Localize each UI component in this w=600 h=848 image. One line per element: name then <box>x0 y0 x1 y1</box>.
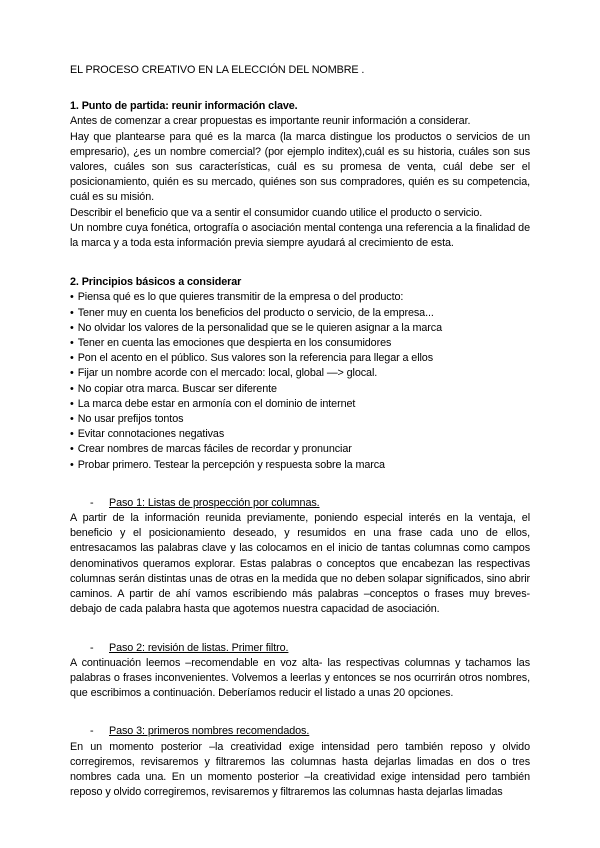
step-2-heading-row <box>70 641 530 656</box>
bullet-marker: • <box>70 413 74 426</box>
step-dash: - <box>90 496 94 509</box>
bullet-item <box>70 397 530 412</box>
bullet-marker: • <box>70 306 74 319</box>
bullet-marker: • <box>70 382 74 395</box>
section-1-paragraph-4: Un nombre cuya fonética, ortografía o asociación mental contenga una referencia a la finalidad de la marca y a toda esta información previa siempre ayudará al crecimiento de esta. <box>70 221 530 250</box>
bullet-text: La marca debe estar en armonía con el dominio de internet <box>77 397 356 410</box>
step-3-body: En un momento posterior –la creatividad exige intensidad pero también reposo y olvido corregiremos, revisaremos y filtraremos las columnas hasta dejarlas limadas en dos o tres nombres cada una. En un momento posterior –la creatividad exige intensidad pero también reposo y olvido corregiremos, revisaremos y filtraremos las columnas hasta dejarlas limadas <box>70 740 530 799</box>
step-1-body: A partir de la información reunida previamente, poniendo especial interés en la ventaja, el beneficio y el posicionamiento deseado, y resumidos en una frase cada uno de ellos, entresacamos las palabras clave y las colocamos en el inicio de tantas columnas como campos denominativos queramos explorar. Estas palabras o conceptos que encabezan las respectivas columnas serán distintas unas de otras en la medida que no deben solapar significados, sino abrir caminos. A partir de ahí vamos escribiendo más palabras –conceptos o frases muy breves- debajo de cada palabra hasta que agotemos nuestra capacidad de asociación. <box>70 512 530 616</box>
step-dash: - <box>90 725 94 738</box>
bullet-text: Crear nombres de marcas fáciles de recordar y pronunciar <box>77 443 352 456</box>
document-title: EL PROCESO CREATIVO EN LA ELECCIÓN DEL NOMBRE . <box>70 64 365 76</box>
bullet-marker: • <box>70 367 74 380</box>
bullet-text: No usar prefijos tontos <box>77 413 184 426</box>
bullet-item <box>70 366 530 381</box>
bullet-item <box>70 321 530 336</box>
bullet-text: Evitar connotaciones negativas <box>77 428 225 441</box>
bullet-item <box>70 382 530 397</box>
step-1-heading-row <box>70 496 530 511</box>
section-1-paragraph-1: Antes de comenzar a crear propuestas es importante reunir información a considerar. <box>70 115 471 128</box>
bullet-text: No copiar otra marca. Buscar ser diferente <box>77 382 277 395</box>
bullet-item <box>70 458 530 473</box>
section-1-paragraph-3: Describir el beneficio que va a sentir el consumidor cuando utilice el producto o servicio. <box>70 206 483 219</box>
bullet-text: Piensa qué es lo que quieres transmitir de la empresa o del producto: <box>77 291 404 304</box>
step-3-heading-row <box>70 724 530 739</box>
bullet-marker: • <box>70 428 74 441</box>
bullet-item <box>70 351 530 366</box>
bullet-item <box>70 290 530 305</box>
step-1 <box>70 496 530 618</box>
step-1-title: Paso 1: Listas de prospección por columnas. <box>109 496 320 509</box>
step-dash: - <box>90 641 94 654</box>
bullet-item <box>70 306 530 321</box>
step-3 <box>70 724 530 800</box>
section-1-paragraph-2: Hay que plantearse para qué es la marca (la marca distingue los productos o servicios de un empresario), ¿es un nombre comercial? (por ejemplo inditex),cuál es su historia, cuáles son sus valores, cuáles son sus características, cuál es su promesa de venta, cuál debe ser el posicionamiento, quién es su mercado, quiénes son sus compradores, quién es su competencia, cuál es su misión. <box>70 130 530 204</box>
section-1-heading: 1. Punto de partida: reunir información clave. <box>70 100 298 113</box>
bullet-item <box>70 412 530 427</box>
bullet-item <box>70 442 530 457</box>
bullet-marker: • <box>70 443 74 456</box>
step-2-title: Paso 2: revisión de listas. Primer filtro. <box>109 641 289 654</box>
bullet-item <box>70 427 530 442</box>
bullet-marker: • <box>70 352 74 365</box>
bullet-text: Pon el acento en el público. Sus valores son la referencia para llegar a ellos <box>77 352 434 365</box>
section-2-heading: 2. Principios básicos a considerar <box>70 276 242 289</box>
bullet-text: Tener en cuenta las emociones que despierta en los consumidores <box>77 337 392 350</box>
bullet-text: No olvidar los valores de la personalidad que se le quieren asignar a la marca <box>77 321 442 334</box>
bullet-marker: • <box>70 397 74 410</box>
bullet-text: Fijar un nombre acorde con el mercado: local, global —> glocal. <box>77 367 378 380</box>
bullet-item <box>70 336 530 351</box>
bullet-marker: • <box>70 291 74 304</box>
bullet-text: Probar primero. Testear la percepción y respuesta sobre la marca <box>77 458 385 471</box>
step-2 <box>70 641 530 702</box>
bullet-marker: • <box>70 321 74 334</box>
step-2-body: A continuación leemos –recomendable en voz alta- las respectivas columnas y tachamos las palabras o frases inconvenientes. Volvemos a leerlas y entonces se nos ocurrirán otros nombres, que escribimos a continuación. Deberíamos reducir el listado a unas 20 opciones. <box>70 656 530 700</box>
bullet-text: Tener muy en cuenta los beneficios del producto o servicio, de la empresa... <box>77 306 434 319</box>
principles-bullet-list <box>70 290 530 472</box>
bullet-marker: • <box>70 337 74 350</box>
step-3-title: Paso 3: primeros nombres recomendados. <box>109 725 310 738</box>
bullet-marker: • <box>70 458 74 471</box>
